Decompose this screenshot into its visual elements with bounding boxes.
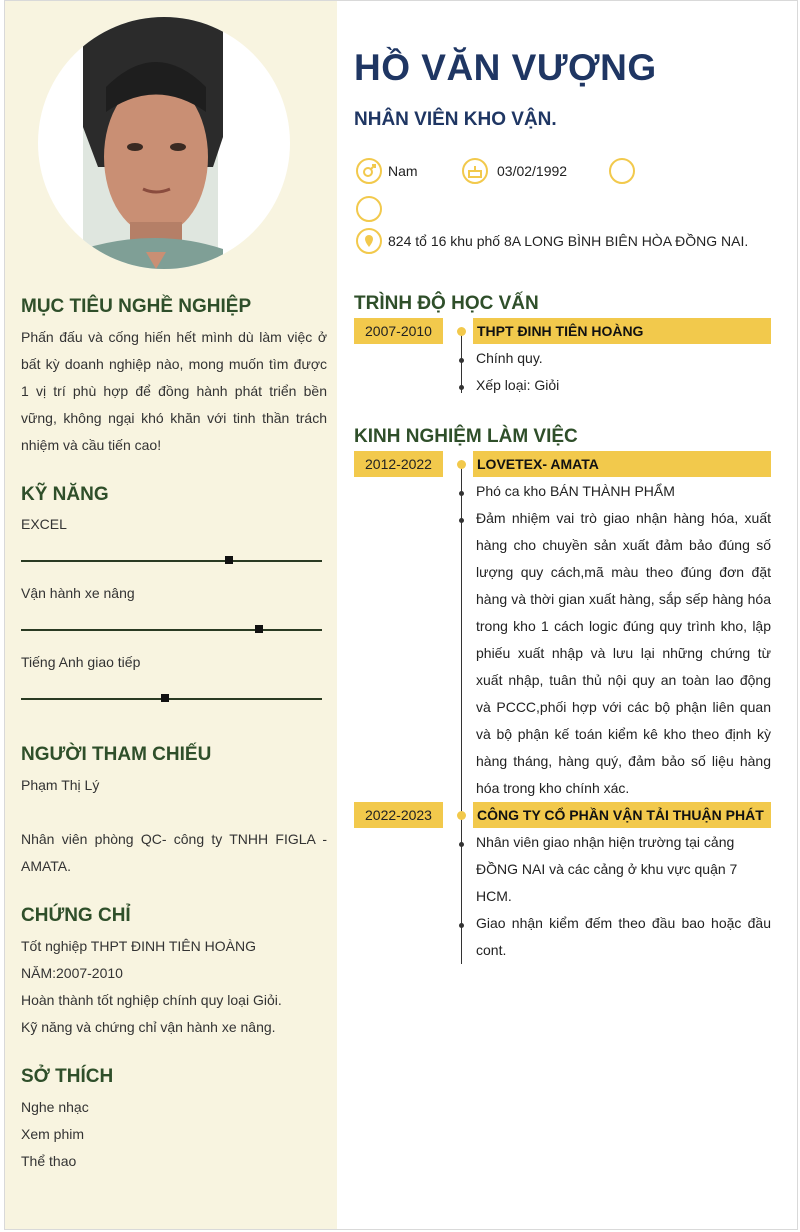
experience-bullet: Đảm nhiệm vai trò giao nhận hàng hóa, xuất hàng cho chuyền sản xuất đảm bảo đúng số lượng quy cách,mã màu theo đúng đơn đặt hàng và thời gian xuất hàng, sắp sếp hàng hóa trong kho 1 cách logic đúng quy trình kho, lập phiếu xuất nhập và lưu lại những chứng từ xuất nhập, tuân thủ nội quy an toàn lao động và PCCC,phối hợp với các bộ phận liên quan và bộ phận kế toán kiểm kê kho theo định kỳ hàng tháng, hàng quý, đảm bảo số liệu hàng hóa trong kho chính xác. xyxy=(476,510,771,796)
sidebar xyxy=(5,1,337,1229)
experience-years: 2012-2022 xyxy=(354,451,443,477)
certificates-title: CHỨNG CHỈ xyxy=(21,905,131,926)
skills-title: KỸ NĂNG xyxy=(21,484,109,505)
references-title: NGƯỜI THAM CHIẾU xyxy=(21,744,212,765)
objective-title: MỤC TIÊU NGHỀ NGHIỆP xyxy=(21,296,252,317)
address-value: 824 tổ 16 khu phố 8A LONG BÌNH BIÊN HÒA ĐỒNG NAI. xyxy=(388,233,749,249)
gender-value: Nam xyxy=(388,163,418,179)
email-icon xyxy=(356,196,382,222)
experience-company: LOVETEX- AMATA xyxy=(473,451,771,477)
portrait-photo xyxy=(38,17,290,269)
certificate-line: NĂM:2007-2010 xyxy=(21,965,123,981)
skill-level-marker xyxy=(161,694,169,702)
skill-name: Vận hành xe nâng xyxy=(21,585,135,601)
skill-name: Tiếng Anh giao tiếp xyxy=(21,654,141,670)
experience-bullet: Nhân viên giao nhận hiện trường tại cảng ĐỒNG NAI và các cảng ở khu vực quận 7 HCM. xyxy=(476,834,738,904)
hobbies-list xyxy=(21,1094,327,1175)
reference-name: Phạm Thị Lý xyxy=(21,777,100,793)
skill-level-marker xyxy=(225,556,233,564)
experience-timeline xyxy=(461,464,462,964)
avatar xyxy=(38,17,290,269)
experience-company: CÔNG TY CỔ PHẦN VẬN TẢI THUẬN PHÁT xyxy=(473,802,771,828)
experience-bullet: Giao nhận kiểm đếm theo đầu bao hoặc đầu cont. xyxy=(476,915,771,958)
skill-level-bar xyxy=(21,629,322,631)
hobby-item: Xem phim xyxy=(21,1126,85,1142)
candidate-name: HỒ VĂN VƯỢNG xyxy=(354,47,657,88)
education-bullet: Chính quy. xyxy=(476,350,543,366)
skill-level-bar xyxy=(21,698,322,700)
experience-bullet: Phó ca kho BÁN THÀNH PHẨM xyxy=(476,483,675,499)
reference-detail: Nhân viên phòng QC- công ty TNHH FIGLA - AMATA. xyxy=(21,831,327,874)
hobby-item: Thể thao xyxy=(21,1153,77,1169)
education-years: 2007-2010 xyxy=(354,318,443,344)
hobby-item: Nghe nhạc xyxy=(21,1099,89,1115)
experience-title: KINH NGHIỆM LÀM VIỆC xyxy=(354,426,578,447)
education-title: TRÌNH ĐỘ HỌC VẤN xyxy=(354,293,539,314)
hobbies-title: SỞ THÍCH xyxy=(21,1066,114,1087)
timeline-dot xyxy=(457,460,466,469)
timeline-dot xyxy=(457,811,466,820)
birthday-cake-icon xyxy=(462,158,488,184)
timeline-dot xyxy=(457,327,466,336)
education-bullet: Xếp loại: Giỏi xyxy=(476,377,560,393)
objective-text: Phấn đấu và cống hiến hết mình dù làm việc ở bất kỳ doanh nghiệp nào, mong muốn tìm được 1 vị trí phù hợp để đồng hành phát triển bền vững, không ngại khó khăn với tinh thần trách nhiệm và cầu tiến cao! xyxy=(21,329,327,453)
certificate-line: Kỹ năng và chứng chỉ vận hành xe nâng. xyxy=(21,1019,276,1035)
education-school: THPT ĐINH TIÊN HOÀNG xyxy=(473,318,771,344)
job-title: NHÂN VIÊN KHO VẬN. xyxy=(354,109,557,130)
certificates-list xyxy=(21,933,327,1041)
resume-page xyxy=(4,0,798,1230)
experience-years: 2022-2023 xyxy=(354,802,443,828)
location-icon xyxy=(356,228,382,254)
skill-level-bar xyxy=(21,560,322,562)
birthday-value: 03/02/1992 xyxy=(497,163,568,179)
skill-name: EXCEL xyxy=(21,516,67,532)
skill-level-marker xyxy=(255,625,263,633)
phone-icon xyxy=(609,158,635,184)
certificate-line: Tốt nghiệp THPT ĐINH TIÊN HOÀNG xyxy=(21,938,256,954)
certificate-line: Hoàn thành tốt nghiệp chính quy loại Giỏi. xyxy=(21,992,282,1008)
gender-icon xyxy=(356,158,382,184)
